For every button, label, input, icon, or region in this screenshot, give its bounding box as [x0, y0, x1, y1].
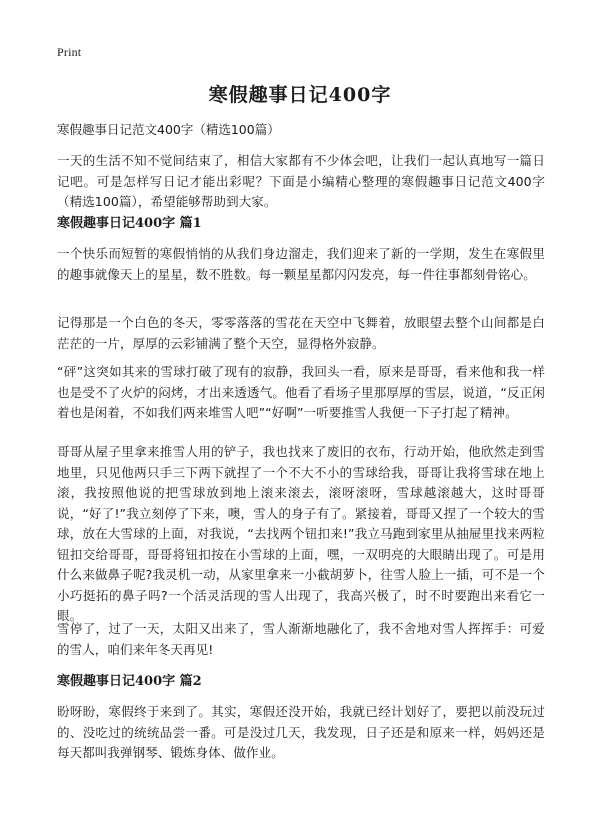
print-link[interactable]: Print — [57, 45, 82, 59]
section-paragraph: 一个快乐而短暂的寒假悄悄的从我们身边溜走，我们迎来了新的一学期，发生在寒假里的趣事就像天上的星星，数不胜数。每一颗星星都闪闪发亮，每一件往事都刻骨铭心。 — [57, 246, 545, 282]
section-paragraph: “砰”这突如其来的雪球打破了现有的寂静，我回头一看，原来是哥哥，看来他和我一样也是受不了火炉的闷烤，才出来透透气。他看了看场子里那厚厚的雪层，说道，“反正闲着也是闲着，不如我们两来堆雪人吧”“好啊”一听要推雪人我便一下子打起了精神。 — [57, 364, 545, 420]
section-heading: 寒假趣事日记400字 篇2 — [57, 674, 202, 689]
section-heading: 寒假趣事日记400字 篇1 — [57, 216, 202, 231]
page-title: 寒假趣事日记400字 — [208, 84, 392, 106]
section-paragraph: 记得那是一个白色的冬天，零零落落的雪花在天空中飞舞着，放眼望去整个山间都是白茫茫的一片，厚厚的云彩铺满了整个天空，显得格外寂静。 — [57, 315, 545, 351]
article-subtitle: 寒假趣事日记范文400字（精选100篇） — [57, 122, 280, 137]
section-paragraph: 盼呀盼，寒假终于来到了。其实，寒假还没开始，我就已经计划好了，要把以前没玩过的、没吃过的统统品尝一番。可是没过几天，我发现，日子还是和原来一样，妈妈还是每天都叫我弹钢琴、锻炼身体、做作业。 — [57, 704, 545, 760]
section-paragraph: 哥哥从屋子里拿来推雪人用的铲子，我也找来了废旧的衣布，行动开始，他欣然走到雪地里，只见他两只手三下两下就捏了一个不大不小的雪球给我，哥哥让我将雪球在地上滚，我按照他说的把雪球放到地上滚来滚去，滚呀滚呀，雪球越滚越大，这时哥哥说，“好了!”我立刻停了下来，噢，雪人的身子有了。紧接着，哥哥又捏了一个较大的雪球，放在大雪球的上面，对我说，“去找两个钮扣来!”我立马跑到家里从抽屉里找来两粒钮扣交给哥哥，哥哥将钮扣按在小雪球的上面，嘿，一双明亮的大眼睛出现了。可是用什么来做鼻子呢?我灵机一动，从家里拿来一小截胡萝卜，往雪人脸上一插，可不是一个小巧挺拓的鼻子吗?一个活灵活现的雪人出现了，我高兴极了，时不时要跑出来看它一眼。 — [57, 444, 545, 623]
intro-paragraph: 一天的生活不知不觉间结束了，相信大家都有不少体会吧，让我们一起认真地写一篇日记吧。可是怎样写日记才能出彩呢？下面是小编精心整理的寒假趣事日记范文400字（精选100篇），希望能够帮助到大家。 — [57, 153, 545, 209]
section-paragraph: 雪停了，过了一天，太阳又出来了，雪人渐渐地融化了，我不舍地对雪人挥挥手：可爱的雪人，咱们来年冬天再见! — [57, 621, 545, 657]
